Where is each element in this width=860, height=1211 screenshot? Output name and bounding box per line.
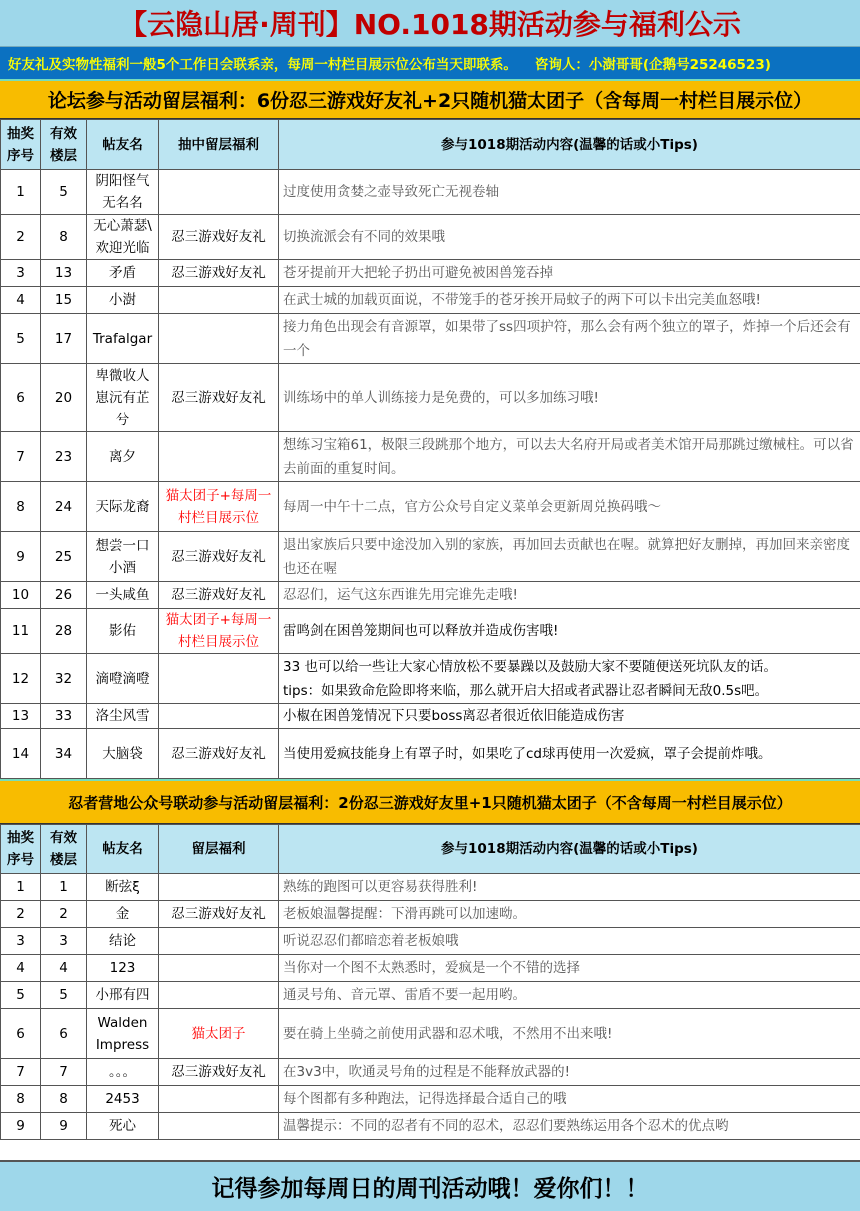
content-text: 当你对一个图不太熟悉时，爱疯是一个不错的选择 xyxy=(279,955,860,982)
table-row xyxy=(1,654,860,704)
page-title: 【云隐山居·周刊】NO.1018期活动参与福利公示 xyxy=(0,0,860,47)
reward xyxy=(159,170,279,215)
draw-number: 6 xyxy=(1,1009,41,1059)
table-row xyxy=(1,704,860,729)
notice-bar xyxy=(0,47,860,79)
notice-text: 好友礼及实物性福利一般5个工作日会联系亲，每周一村栏目展示位公布当天即联系。 xyxy=(8,57,517,73)
draw-number: 5 xyxy=(1,982,41,1009)
content-text: 要在骑上坐骑之前使用武器和忍术哦，不然用不出来哦! xyxy=(279,1009,860,1059)
floor-number: 25 xyxy=(41,532,87,582)
content-text: 每个图都有多种跑法，记得选择最合适自己的哦 xyxy=(279,1086,860,1113)
content-text: 退出家族后只要中途没加入别的家族，再加回去贡献也在喔。就算把好友删掉，再加回来亲密度也还在喔 xyxy=(279,532,860,582)
content-text: 通灵号角、音元罩、雷盾不要一起用哟。 xyxy=(279,982,860,1009)
draw-number: 2 xyxy=(1,901,41,928)
reward: 忍三游戏好友礼 xyxy=(159,729,279,779)
content-text: 在武士城的加载页面说，不带笼手的苍牙挨开局蚊子的两下可以卡出完美血怒哦! xyxy=(279,287,860,314)
reward xyxy=(159,654,279,704)
draw-number: 13 xyxy=(1,704,41,729)
content-text: 熟练的跑图可以更容易获得胜利! xyxy=(279,874,860,901)
username: 卑微收人 崽沅有芷 兮 xyxy=(87,364,159,432)
draw-number: 7 xyxy=(1,432,41,482)
table-row xyxy=(1,1009,860,1059)
floor-number: 23 xyxy=(41,432,87,482)
username: 结论 xyxy=(87,928,159,955)
username: 死心 xyxy=(87,1113,159,1140)
floor-number: 9 xyxy=(41,1113,87,1140)
draw-number: 11 xyxy=(1,609,41,654)
column-reward-header: 留层福利 xyxy=(159,825,279,874)
draw-number: 8 xyxy=(1,482,41,532)
username: 影佑 xyxy=(87,609,159,654)
draw-number: 1 xyxy=(1,874,41,901)
reward xyxy=(159,955,279,982)
reward: 忍三游戏好友礼 xyxy=(159,901,279,928)
reward: 忍三游戏好友礼 xyxy=(159,532,279,582)
table-row xyxy=(1,1059,860,1086)
content-text: 苍牙提前开大把轮子扔出可避免被困兽笼吞掉 xyxy=(279,260,860,287)
table-row xyxy=(1,1113,860,1140)
table-row xyxy=(1,1086,860,1113)
floor-number: 24 xyxy=(41,482,87,532)
table-row xyxy=(1,982,860,1009)
username: Trafalgar xyxy=(87,314,159,364)
floor-number: 32 xyxy=(41,654,87,704)
camp-rewards-table xyxy=(0,824,860,1140)
username: 阴阳怪气 无名名 xyxy=(87,170,159,215)
draw-number: 8 xyxy=(1,1086,41,1113)
username: 断弦ξ xyxy=(87,874,159,901)
table-row xyxy=(1,482,860,532)
username: 天际龙裔 xyxy=(87,482,159,532)
username: 。。。 xyxy=(87,1059,159,1086)
draw-number: 3 xyxy=(1,928,41,955)
floor-number: 6 xyxy=(41,1009,87,1059)
content-text: 训练场中的单人训练接力是免费的，可以多加练习哦! xyxy=(279,364,860,432)
table-row xyxy=(1,955,860,982)
floor-number: 28 xyxy=(41,609,87,654)
draw-number: 1 xyxy=(1,170,41,215)
content-text: 忍忍们，运气这东西谁先用完谁先走哦! xyxy=(279,582,860,609)
reward xyxy=(159,1113,279,1140)
table-row xyxy=(1,901,860,928)
content-text: 温馨提示：不同的忍者有不同的忍术，忍忍们要熟练运用各个忍术的优点哟 xyxy=(279,1113,860,1140)
draw-number: 14 xyxy=(1,729,41,779)
reward: 忍三游戏好友礼 xyxy=(159,364,279,432)
table-row xyxy=(1,432,860,482)
reward xyxy=(159,314,279,364)
username: 123 xyxy=(87,955,159,982)
table-row xyxy=(1,874,860,901)
username: 2453 xyxy=(87,1086,159,1113)
floor-number: 13 xyxy=(41,260,87,287)
table-row xyxy=(1,729,860,779)
content-text: 老板娘温馨提醒：下滑再跳可以加速呦。 xyxy=(279,901,860,928)
table-row xyxy=(1,170,860,215)
reward: 忍三游戏好友礼 xyxy=(159,582,279,609)
column-username-header: 帖友名 xyxy=(87,825,159,874)
draw-number: 5 xyxy=(1,314,41,364)
floor-number: 5 xyxy=(41,982,87,1009)
username: 一头咸鱼 xyxy=(87,582,159,609)
consult-contact: 咨询人：小澍哥哥(企鹅号25246523) xyxy=(534,57,771,73)
content-text: 切换流派会有不同的效果哦 xyxy=(279,215,860,260)
reward: 忍三游戏好友礼 xyxy=(159,215,279,260)
content-text: 过度使用贪婪之壶导致死亡无视卷轴 xyxy=(279,170,860,215)
username: 无心萧瑟\ 欢迎光临 xyxy=(87,215,159,260)
table-row xyxy=(1,215,860,260)
floor-number: 17 xyxy=(41,314,87,364)
reward xyxy=(159,1086,279,1113)
floor-number: 4 xyxy=(41,955,87,982)
forum-section-heading: 论坛参与活动留层福利：6份忍三游戏好友礼+2只随机猫太团子（含每周一村栏目展示位） xyxy=(0,79,860,119)
table-row xyxy=(1,287,860,314)
content-text: 雷鸣剑在困兽笼期间也可以释放并造成伤害哦! xyxy=(279,609,860,654)
floor-number: 3 xyxy=(41,928,87,955)
reward xyxy=(159,982,279,1009)
reward xyxy=(159,874,279,901)
draw-number: 9 xyxy=(1,1113,41,1140)
table-row xyxy=(1,364,860,432)
table-row xyxy=(1,532,860,582)
column-username-header: 帖友名 xyxy=(87,120,159,170)
username: 金 xyxy=(87,901,159,928)
table-row xyxy=(1,609,860,654)
username: 大脑袋 xyxy=(87,729,159,779)
table-row xyxy=(1,314,860,364)
draw-number: 9 xyxy=(1,532,41,582)
username: 滴噔滴噔 xyxy=(87,654,159,704)
draw-number: 10 xyxy=(1,582,41,609)
draw-number: 4 xyxy=(1,287,41,314)
content-text: 33 也可以给一些让大家心情放松不要暴躁以及鼓励大家不要随便送死坑队友的话。 tips：如果致命危险即将来临，那么就开启大招或者武器让忍者瞬间无敌0.5s吧。 xyxy=(279,654,860,704)
content-text: 想练习宝箱61，极限三段跳那个地方，可以去大名府开局或者美术馆开局那跳过缴械柱。可以省去前面的重复时间。 xyxy=(279,432,860,482)
floor-number: 33 xyxy=(41,704,87,729)
username: Walden Impress xyxy=(87,1009,159,1059)
column-content-header: 参与1018期活动内容(温馨的话或小Tips) xyxy=(279,825,860,874)
reward xyxy=(159,704,279,729)
content-text: 接力角色出现会有音源罩，如果带了ss四项护符，那么会有两个独立的罩子，炸掉一个后还会有一个 xyxy=(279,314,860,364)
content-text: 小椒在困兽笼情况下只要boss离忍者很近依旧能造成伤害 xyxy=(279,704,860,729)
draw-number: 6 xyxy=(1,364,41,432)
floor-number: 8 xyxy=(41,215,87,260)
forum-rewards-table xyxy=(0,119,860,779)
floor-number: 5 xyxy=(41,170,87,215)
floor-number: 7 xyxy=(41,1059,87,1086)
table-row xyxy=(1,928,860,955)
footer-banner: 记得参加每周日的周刊活动哦！爱你们！！ xyxy=(0,1160,860,1211)
column-floor-header: 有效 楼层 xyxy=(41,825,87,874)
reward: 猫太团子+每周一 村栏目展示位 xyxy=(159,609,279,654)
username: 离夕 xyxy=(87,432,159,482)
column-draw-number-header: 抽奖 序号 xyxy=(1,120,41,170)
reward: 猫太团子+每周一 村栏目展示位 xyxy=(159,482,279,532)
reward: 忍三游戏好友礼 xyxy=(159,260,279,287)
reward: 猫太团子 xyxy=(159,1009,279,1059)
draw-number: 2 xyxy=(1,215,41,260)
floor-number: 1 xyxy=(41,874,87,901)
floor-number: 8 xyxy=(41,1086,87,1113)
content-text: 每周一中午十二点，官方公众号自定义菜单会更新周兑换码哦～ xyxy=(279,482,860,532)
reward xyxy=(159,287,279,314)
reward: 忍三游戏好友礼 xyxy=(159,1059,279,1086)
username: 矛盾 xyxy=(87,260,159,287)
draw-number: 4 xyxy=(1,955,41,982)
username: 小邢有四 xyxy=(87,982,159,1009)
floor-number: 26 xyxy=(41,582,87,609)
table-row xyxy=(1,582,860,609)
reward xyxy=(159,928,279,955)
content-text: 听说忍忍们都暗恋着老板娘哦 xyxy=(279,928,860,955)
content-text: 当使用爱疯技能身上有罩子时，如果吃了cd球再使用一次爱疯，罩子会提前炸哦。 xyxy=(279,729,860,779)
draw-number: 3 xyxy=(1,260,41,287)
column-floor-header: 有效 楼层 xyxy=(41,120,87,170)
draw-number: 7 xyxy=(1,1059,41,1086)
column-content-header: 参与1018期活动内容(温馨的话或小Tips) xyxy=(279,120,860,170)
floor-number: 34 xyxy=(41,729,87,779)
column-reward-header: 抽中留层福利 xyxy=(159,120,279,170)
column-draw-number-header: 抽奖 序号 xyxy=(1,825,41,874)
username: 想尝一口 小酒 xyxy=(87,532,159,582)
username: 小澍 xyxy=(87,287,159,314)
floor-number: 20 xyxy=(41,364,87,432)
floor-number: 2 xyxy=(41,901,87,928)
reward xyxy=(159,432,279,482)
username: 洛尘风雪 xyxy=(87,704,159,729)
camp-section-heading: 忍者营地公众号联动参与活动留层福利：2份忍三游戏好友里+1只随机猫太团子（不含每周一村栏目展示位） xyxy=(0,779,860,824)
table-row xyxy=(1,260,860,287)
floor-number: 15 xyxy=(41,287,87,314)
content-text: 在3v3中，吹通灵号角的过程是不能释放武器的! xyxy=(279,1059,860,1086)
draw-number: 12 xyxy=(1,654,41,704)
